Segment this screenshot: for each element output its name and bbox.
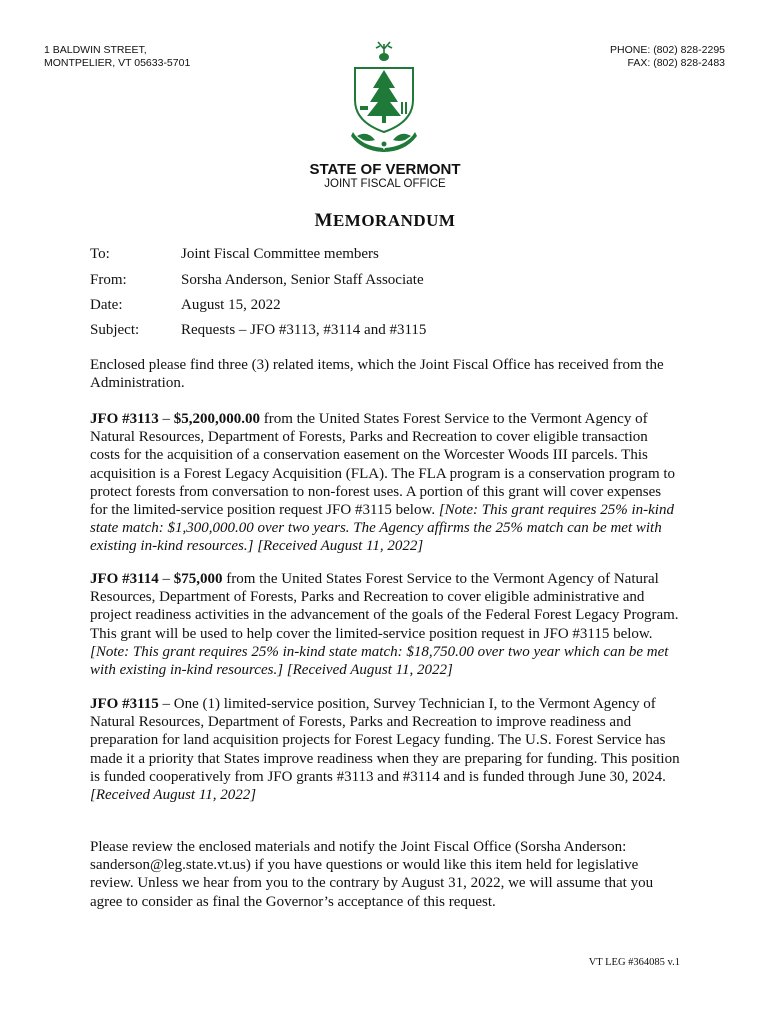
fax-number: FAX: (802) 828-2483 (627, 57, 725, 69)
sender-address (44, 44, 190, 70)
from-value: Sorsha Anderson, Senior Staff Associate (181, 272, 424, 288)
document-id: VT LEG #364085 v.1 (588, 957, 680, 968)
item2-note: [Note: This grant requires 25% in-kind state match: $18,750.00 over two year which can be met with existing in-kind resources.] [Received August 11, 2022] (90, 643, 669, 679)
item3-id: JFO #3115 (90, 696, 159, 712)
date-label: Date: (90, 297, 123, 313)
memo-title-initial: M (314, 210, 333, 231)
to-label: To: (90, 246, 110, 262)
memo-to-row (90, 246, 379, 263)
vermont-seal-logo (345, 40, 423, 155)
office-name: JOINT FISCAL OFFICE (324, 178, 446, 190)
address-line-1: 1 BALDWIN STREET, (44, 44, 147, 56)
subject-value: Requests – JFO #3113, #3114 and #3115 (181, 322, 427, 338)
closing-paragraph (90, 838, 680, 911)
item1-note: [Note: This grant requires 25% in-kind state match: $1,300,000.00 over two years. The Agency affirms the 25% match can be met with existing in-kind resources.] [Received August 11, 2022] (90, 502, 674, 555)
to-value: Joint Fiscal Committee members (181, 246, 379, 262)
phone-number: PHONE: (802) 828-2295 (610, 44, 725, 56)
item2-sep: – (158, 571, 174, 587)
date-value: August 15, 2022 (181, 297, 281, 313)
item-jfo-3115 (90, 695, 680, 804)
item2-text: from the United States Forest Service to the Vermont Agency of Natural Resources, Department of Forests, Parks and Recreation to cover eligible administrative and project readiness activities in the advancement of the goals of the Federal Forest Legacy Program. This grant will be used to help cover the limited-service position request in JFO #3115 below. (90, 571, 679, 642)
closing-text: Please review the enclosed materials and notify the Joint Fiscal Office (Sorsha Anderson: sanderson@leg.state.vt.us) if you have questions or would like this item held for legislative review. Unless we hear from you to the contrary by August 31, 2022, we will assume that you agree to consider as final the Governor’s acceptance of this request. (90, 839, 654, 910)
intro-paragraph (90, 356, 680, 392)
item1-text: from the United States Forest Service to the Vermont Agency of Natural Resources, Department of Forests, Parks and Recreation to cover eligible transaction costs for the acquisition of a conservation easement on the Worcester Woods III parcels. This acquisition is a Forest Legacy Acquisition (FLA). The FLA program is a conservation program to protect forests from conversation to non-forest uses. A portion of this grant will cover expenses for the limited-service position request JFO #3115 below. (90, 411, 676, 519)
from-label: From: (90, 272, 127, 288)
memo-title-rest: EMORANDUM (332, 211, 456, 230)
memo-date-row (90, 297, 281, 314)
item1-id: JFO #3113 (90, 411, 159, 427)
address-line-2: MONTPELIER, VT 05633-5701 (44, 57, 191, 69)
memo-from-row (90, 272, 424, 289)
item-jfo-3113 (90, 410, 680, 556)
item2-id: JFO #3114 (90, 571, 159, 587)
org-name: STATE OF VERMONT (309, 161, 461, 178)
item1-amount: $5,200,000.00 (173, 411, 261, 427)
item3-text: – One (1) limited-service position, Survey Technician I, to the Vermont Agency of Natural Resources, Department of Forests, Parks and Recreation to improve readiness and preparation for land acquisition projects for Forest Legacy funding. The U.S. Forest Service has made it a priority that States improve readiness when they are preparing for funding. This position is funded cooperatively from JFO grants #3113 and #3114 and is funded through June 30, 2024. (90, 696, 680, 785)
intro-text: Enclosed please find three (3) related items, which the Joint Fiscal Office has received from the Administration. (90, 357, 664, 392)
memo-subject-row (90, 322, 426, 339)
item3-note: [Received August 11, 2022] (90, 787, 257, 804)
item1-sep: – (158, 411, 174, 427)
contact-info (610, 44, 725, 70)
item2-amount: $75,000 (173, 571, 223, 587)
subject-label: Subject: (90, 322, 140, 338)
memo-title (0, 210, 770, 232)
item-jfo-3114 (90, 570, 680, 679)
